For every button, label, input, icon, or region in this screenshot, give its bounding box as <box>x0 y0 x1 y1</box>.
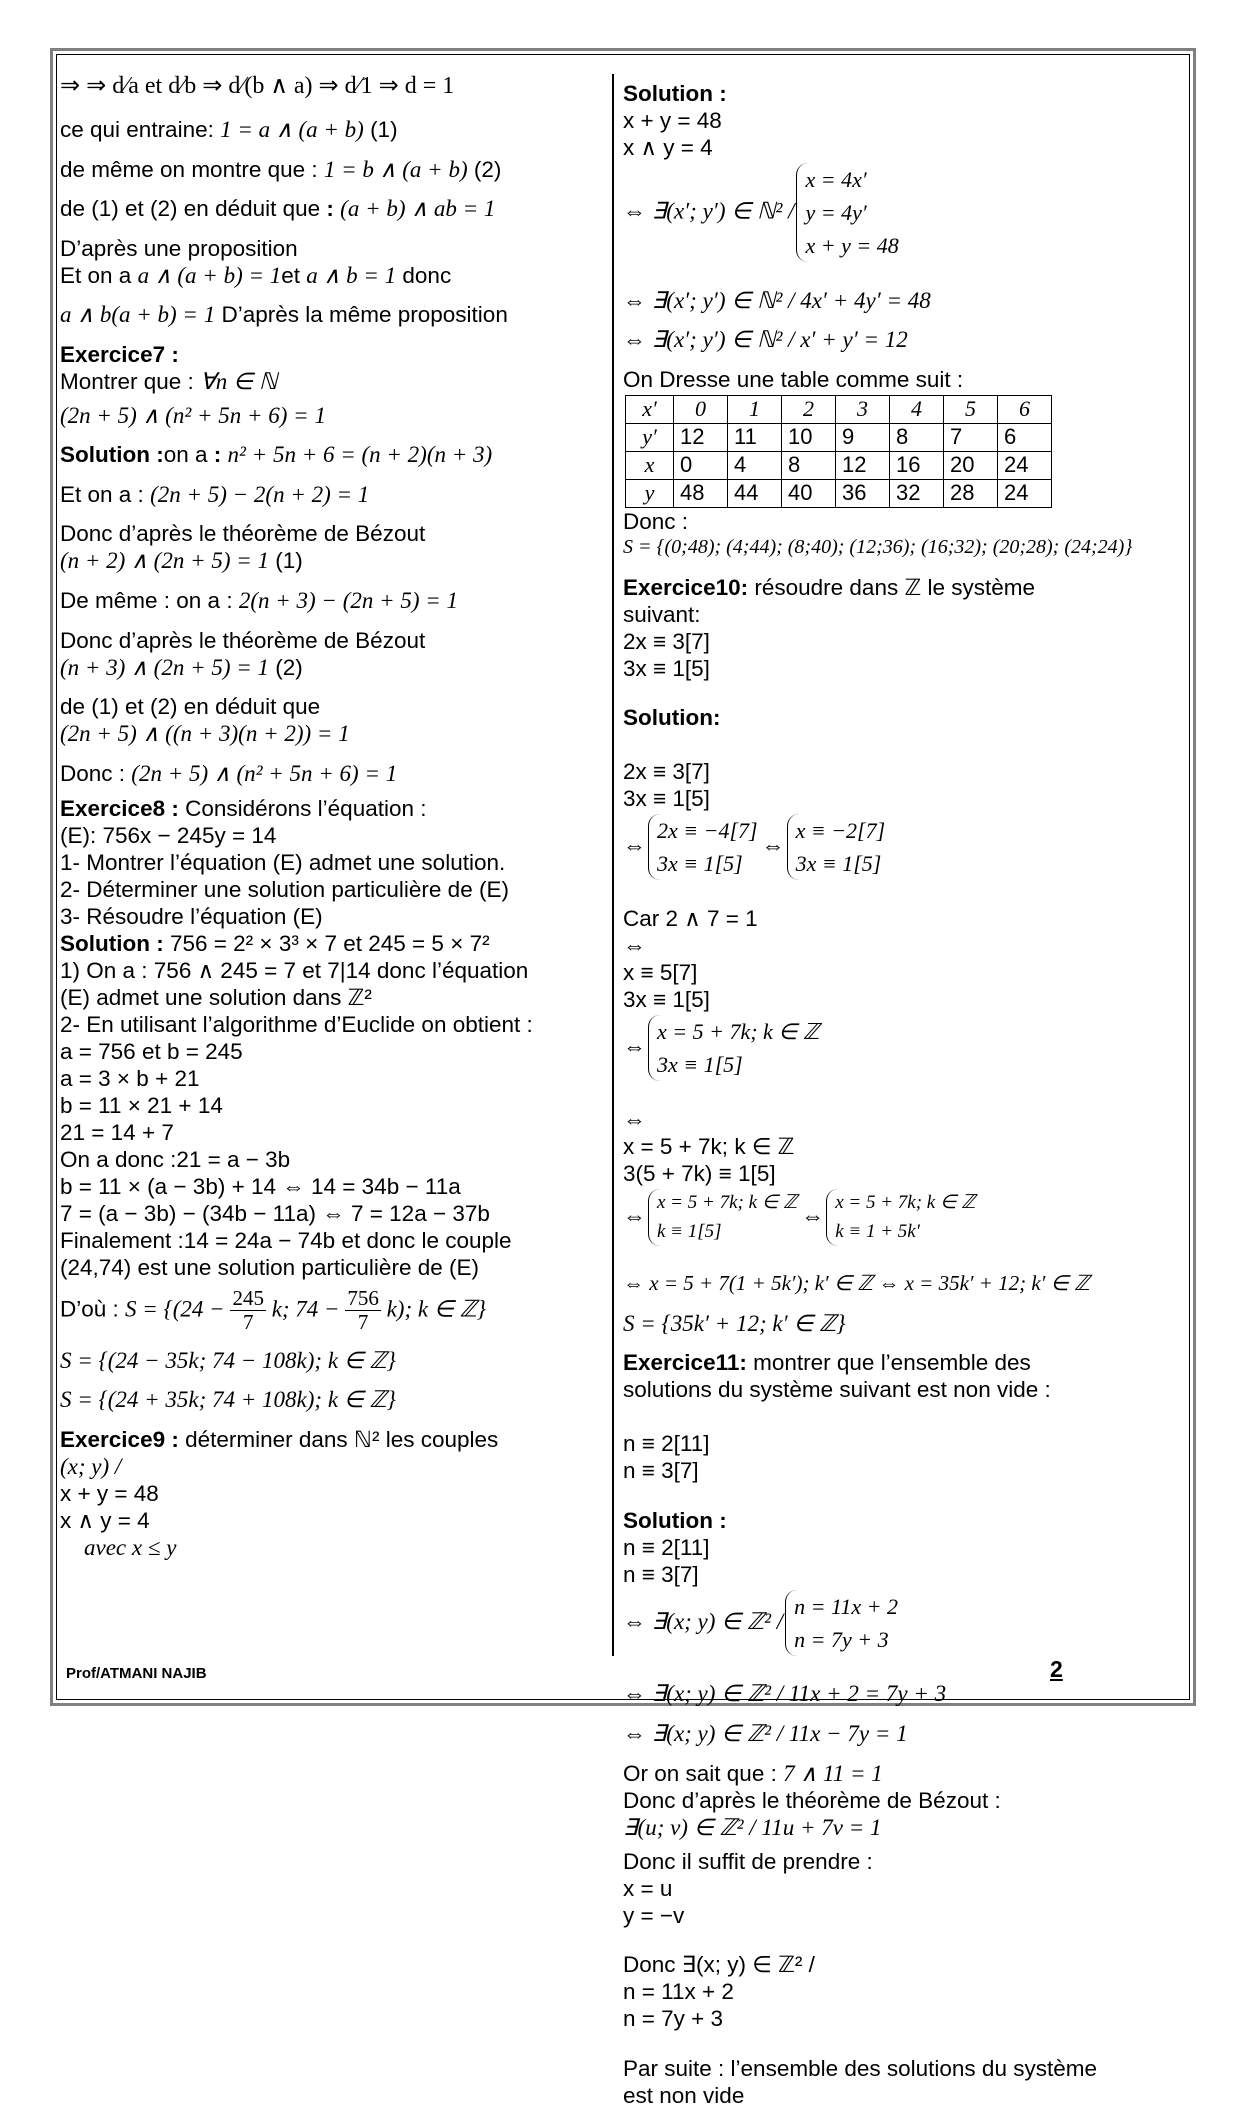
fraction-756-7: $\frac{756}{7}$ <box>347 1286 379 1335</box>
line-consequence-2: de même on montre que : 1 = b ∧ (a + b) (2) <box>60 156 502 182</box>
ex9-donc: Donc : <box>623 508 689 534</box>
ex11-line-6: Or on sait que : 7 ∧ 11 = 1 <box>623 1760 883 1786</box>
ex8-solution-set-2: S = {(24 − 35k; 74 − 108k); k ∈ ℤ} <box>60 1347 396 1373</box>
ex8-solution-line: Solution : 756 = 2² × 3³ × 7 et 245 = 5 × 7² <box>60 931 490 957</box>
ex8-solution-set-fraction: D’où : S = {(24 − $\frac{245}{7}$ k; 74 − $\frac{756}{7}$ k); k ∈ ℤ} <box>60 1286 486 1335</box>
ex10-system-line: suivant: <box>623 601 701 627</box>
ex11-conclusion-1: Par suite : l’ensemble des solutions du système <box>623 2055 1097 2081</box>
ex10-line-9: ⇔ x = 5 + 7(1 + 5k′); k′ ∈ ℤ ⇔ x = 35k′ + 12; k′ ∈ ℤ <box>623 1270 1090 1295</box>
ex7-product: (2n + 5) ∧ ((n + 3)(n + 2)) = 1 <box>60 721 350 747</box>
left-column: ⇒ ⇒ d⁄a et d⁄b ⇒ d⁄(b ∧ a) ⇒ d⁄1 ⇒ d = 1 ce qui entraine: 1 = a ∧ (a + b) (1) de même on montre que : 1 = b ∧ (a + b) (2) de (1) et (2) en déduit que : (a + b) ∧ ab = 1 D’après une proposition Et on a a ∧ (a + b) = 1et a ∧ b = 1 donc a ∧ b(a + b) = 1 D’après la même proposition Exercice7 : Montrer que : ∀n ∈ ℕ (2n + 5) ∧ (n² + 5n + 6) = 1 Solution :on a : n² + 5n + 6 = (n + 2)(n + 3) Et on a : (2n + 5) − 2(n + 2) = 1 Donc d’après le théorème de Bézout (n + 2) ∧ (2n + 5) = 1 (1) De même : on a : 2(n + 3) − (2n + 5) = 1 Donc d’après le théorème de Bézout (n + 3) ∧ (2n + 5) = 1 (2) de (1) et (2) en déduit que (2n + 5) ∧ ((n + 3)(n + 2)) = 1 Donc : (2n + 5) ∧ (n² + 5n + 6) = 1 Exercice8 : Considérons l’équation : (E): 756x − 245y = 14 1- Montrer l’équation (E) admet une solution. 2- Déterminer une solution particulière de (E) 3- Résoudre l’équation (E) Solution : 756 = 2² × 3³ × 7 et 245 = 5 × 7² 1) On a : 756 ∧ 245 = 7 et 7|14 donc l’équation (E) admet une solution dans ℤ² 2- En utilisant l’algorithme d’Euclide on obtient : a = 756 et b = 245 a = 3 × b + 21 b = 11 × 21 + 14 21 = 14 + 7 On a donc :21 = a − 3b b = 11 × (a − 3b) + 14 ⇔ 14 = 34b − 11a 7 = (a − 3b) − (34b − 11a) ⇔ 7 = 12a − 37b Finalement :14 = 24a − 74b et donc le couple (24,74) est une solution particulière de (E) D’où : S = {(24 − $\frac{245}{7}$ k; 74 − $\frac{756}{7}$ k); k ∈ ℤ} S = {(24 − 35k; 74 − 108k); k ∈ ℤ} S = {(24 + 35k; 74 + 108k); k ∈ ℤ} Exercice9 : déterminer dans ℕ² les couples (x; y) / x + y = 48 x ∧ y = 4 avec x ≤ y <box>60 66 616 1584</box>
ex11-line-5: ⇔ ∃(x; y) ∈ ℤ² / 11x − 7y = 1 <box>623 1721 908 1747</box>
ex9-line-3: ⇔ ∃(x′; y′) ∈ ℕ² / x′ + y′ = 12 <box>623 327 908 353</box>
ex8-equation: (E): 756x − 245y = 14 <box>60 823 277 849</box>
exercise9-title: Exercice9 : déterminer dans ℕ² les couples <box>60 1426 499 1452</box>
line-proposition: D’après une proposition <box>60 235 298 261</box>
line-same-proposition: a ∧ b(a + b) = 1 D’après la même proposition <box>60 302 508 328</box>
ex10-solution-set: S = {35k′ + 12; k′ ∈ ℤ} <box>623 1310 846 1336</box>
ex7-bezout-2: Donc d’après le théorème de Bézout <box>60 627 426 653</box>
ex8-line-11: b = 11 × 21 + 14 <box>60 1093 223 1119</box>
ex10-step-3: ⇔ <box>623 1106 646 1132</box>
divisibility-chain: ⇒ ⇒ d⁄a et d⁄b ⇒ d⁄(b ∧ a) ⇒ d⁄1 ⇒ d = 1 <box>60 73 455 99</box>
line-and-we-have: Et on a a ∧ (a + b) = 1et a ∧ b = 1 donc <box>60 262 452 288</box>
ex10-solution-label: Solution: <box>623 705 721 731</box>
ex11-donc: Donc ∃(x; y) ∈ ℤ² / <box>623 1952 815 1978</box>
line-consequence-1: ce qui entraine: 1 = a ∧ (a + b) (1) <box>60 117 398 142</box>
ex11-solution-line: Solution : <box>623 1507 727 1533</box>
table-row: y′ 12 11 10 9 8 7 6 <box>626 423 1052 451</box>
ex7-result-2: (n + 3) ∧ (2n + 5) = 1 (2) <box>60 654 303 680</box>
exercise10-title: Exercice10: résoudre dans ℤ le système <box>623 574 1035 600</box>
ex9-statement: (x; y) / <box>60 1453 122 1479</box>
ex11-line-2: solutions du système suivant est non vide : <box>623 1377 1051 1403</box>
ex9-solution-set: S = {(0;48); (4;44); (8;40); (12;36); (16;32); (20;28); (24;24)} <box>623 535 1133 558</box>
ex8-line-14: b = 11 × (a − 3b) + 14 ⇔ 14 = 34b − 11a <box>60 1174 461 1200</box>
ex7-equation: (2n + 5) ∧ (n² + 5n + 6) = 1 <box>60 402 326 428</box>
ex8-line-9: a = 756 et b = 245 <box>60 1039 243 1065</box>
ex11-conclusion-2: est non vide <box>623 2082 745 2108</box>
page-number: 2 <box>1050 1656 1063 1682</box>
ex7-statement: Montrer que : ∀n ∈ ℕ <box>60 368 278 394</box>
ex8-line-15: 7 = (a − 3b) − (34b − 11a) ⇔ 7 = 12a − 37b <box>60 1201 490 1227</box>
exercise8-title: Exercice8 : Considérons l’équation : <box>60 796 427 822</box>
exercise7-title: Exercice7 : <box>60 341 179 367</box>
ex10-car: Car 2 ∧ 7 = 1 <box>623 905 758 931</box>
ex8-solution-set-3: S = {(24 + 35k; 74 + 108k); k ∈ ℤ} <box>60 1387 396 1413</box>
ex7-bezout-1: Donc d’après le théorème de Bézout <box>60 521 426 547</box>
ex11-line-8: ∃(u; v) ∈ ℤ² / 11u + 7v = 1 <box>623 1815 882 1841</box>
table-row: x′ 0 1 2 3 4 5 6 <box>626 395 1052 423</box>
ex8-line-13: On a donc :21 = a − 3b <box>60 1147 291 1173</box>
ex8-line-7: (E) admet une solution dans ℤ² <box>60 985 372 1011</box>
ex8-question-3: 3- Résoudre l’équation (E) <box>60 904 323 930</box>
ex7-line-7: De même : on a : 2(n + 3) − (2n + 5) = 1 <box>60 587 459 613</box>
ex9-substitution-system: x = 4x′ y = 4y′ x + y = 48 <box>796 163 898 262</box>
ex7-result-1: (n + 2) ∧ (2n + 5) = 1 (1) <box>60 548 303 574</box>
ex8-line-8: 2- En utilisant l’algorithme d’Euclide on obtient : <box>60 1012 533 1038</box>
ex7-conclusion: Donc : (2n + 5) ∧ (n² + 5n + 6) = 1 <box>60 760 398 786</box>
ex9-line-2: ⇔ ∃(x′; y′) ∈ ℕ² / 4x′ + 4y′ = 48 <box>623 287 931 313</box>
ex11-line-4: ⇔ ∃(x; y) ∈ ℤ² / 11x + 2 = 7y + 3 <box>623 1681 947 1707</box>
ex9-solution-line: Solution : <box>623 81 727 106</box>
ex8-line-16: Finalement :14 = 24a − 74b et donc le couple <box>60 1228 512 1254</box>
table-row: x 0 4 8 12 16 20 24 <box>626 451 1052 479</box>
ex11-system <box>623 1403 1183 1430</box>
author-footer: Prof/ATMANI NAJIB <box>66 1665 207 1682</box>
ex7-solution-line: Solution :on a : n² + 5n + 6 = (n + 2)(n + 3) <box>60 442 493 468</box>
ex10-step-1 <box>623 731 1183 758</box>
right-column: Solution : x + y = 48 x ∧ y = 4 ⇔ ∃(x′; y′) ∈ ℕ² / x = 4x′ y = 4y′ x + y = 48 ⇔ ∃(x′; y′) ∈ ℕ² / 4x′ + 4y′ = 48 ⇔ ∃(x′; y′) ∈ ℕ² / x′ + y′ = 12 On Dresse une table comme suit : x′ 0 1 2 3 4 5 6 y′ 12 11 10 9 8 7 6 x 0 4 8 12 16 20 24 y 48 44 40 36 32 28 24 Donc : S = {(0;48); (4;44); (8;40); (12;36); (16;32); (20;28); (24;24)} Exercice10: résoudre dans ℤ le système suivant: 2x ≡ 3[7] 3x ≡ 1[5] Solution: 2x ≡ 3[7] 3x ≡ 1[5] ⇔ 2x ≡ −4[7] 3x ≡ 1[5] ⇔ x ≡ −2[7] 3x ≡ 1[5] Car 2 ∧ 7 = 1 ⇔ x ≡ 5[7] 3x ≡ 1[5] ⇔ x = 5 + 7k; k ∈ ℤ 3x ≡ 1[5] ⇔ x = 5 + 7k; k ∈ ℤ 3(5 + 7k) ≡ 1[5] ⇔ x = 5 + 7k; k ∈ ℤ k ≡ 1[5] ⇔ x = 5 + 7k; k ∈ ℤ k ≡ 1 + 5k′ ⇔ x = 5 + 7(1 + 5k′); k′ ∈ ℤ ⇔ x = 35k′ + 12; k′ ∈ ℤ S = {35k′ + 12; k′ ∈ ℤ} Exercice11: montrer que l’ensemble des solutions du système suivant est non vide : n ≡ 2[11] n ≡ 3[7] Solution : n ≡ 2[11] n ≡ 3[7] ⇔ ∃(x; y) ∈ ℤ² / n = 11x + 2 n = 7y + 3 ⇔ ∃(x; y) ∈ ℤ² / 11x + 2 = 7y + 3 ⇔ ∃(x; y) ∈ ℤ² / 11x − 7y = 1 Or on sait que : 7 ∧ 11 = 1 Donc d’après le théorème de Bézout : ∃(u; v) ∈ ℤ² / 11u + 7v = 1 Donc il suffit de prendre : x = u y = −v Donc ∃(x; y) ∈ ℤ² / n = 11x + 2 n = 7y + 3 Par suite : l’ensemble des solutions du système est non vide <box>623 80 1183 2109</box>
ex11-bezout: Donc d’après le théorème de Bézout : <box>623 1788 1001 1814</box>
ex11-take: Donc il suffit de prendre : <box>623 1848 879 1874</box>
fraction-245-7: $\frac{245}{7}$ <box>232 1286 264 1335</box>
line-deduction: de (1) et (2) en déduit que : (a + b) ∧ ab = 1 <box>60 196 496 222</box>
ex7-line-4: Et on a : (2n + 5) − 2(n + 2) = 1 <box>60 481 370 507</box>
ex8-line-10: a = 3 × b + 21 <box>60 1066 200 1092</box>
ex8-line-12: 21 = 14 + 7 <box>60 1120 174 1146</box>
ex7-deduction: de (1) et (2) en déduit que <box>60 694 321 720</box>
ex8-line-17: (24,74) est une solution particulière de (E) <box>60 1255 479 1281</box>
ex8-question-1: 1- Montrer l’équation (E) admet une solution. <box>60 850 506 876</box>
exercise11-title: Exercice11: montrer que l’ensemble des <box>623 1350 1031 1376</box>
ex10-step-2: ⇔ <box>623 932 646 958</box>
ex9-table-intro: On Dresse une table comme suit : <box>623 366 964 392</box>
values-table <box>625 395 1052 508</box>
ex8-question-2: 2- Déterminer une solution particulière de (E) <box>60 877 509 903</box>
ex8-line-6: 1) On a : 756 ∧ 245 = 7 et 7|14 donc l’équation <box>60 958 529 984</box>
table-row: y 48 44 40 36 32 28 24 <box>626 479 1052 507</box>
